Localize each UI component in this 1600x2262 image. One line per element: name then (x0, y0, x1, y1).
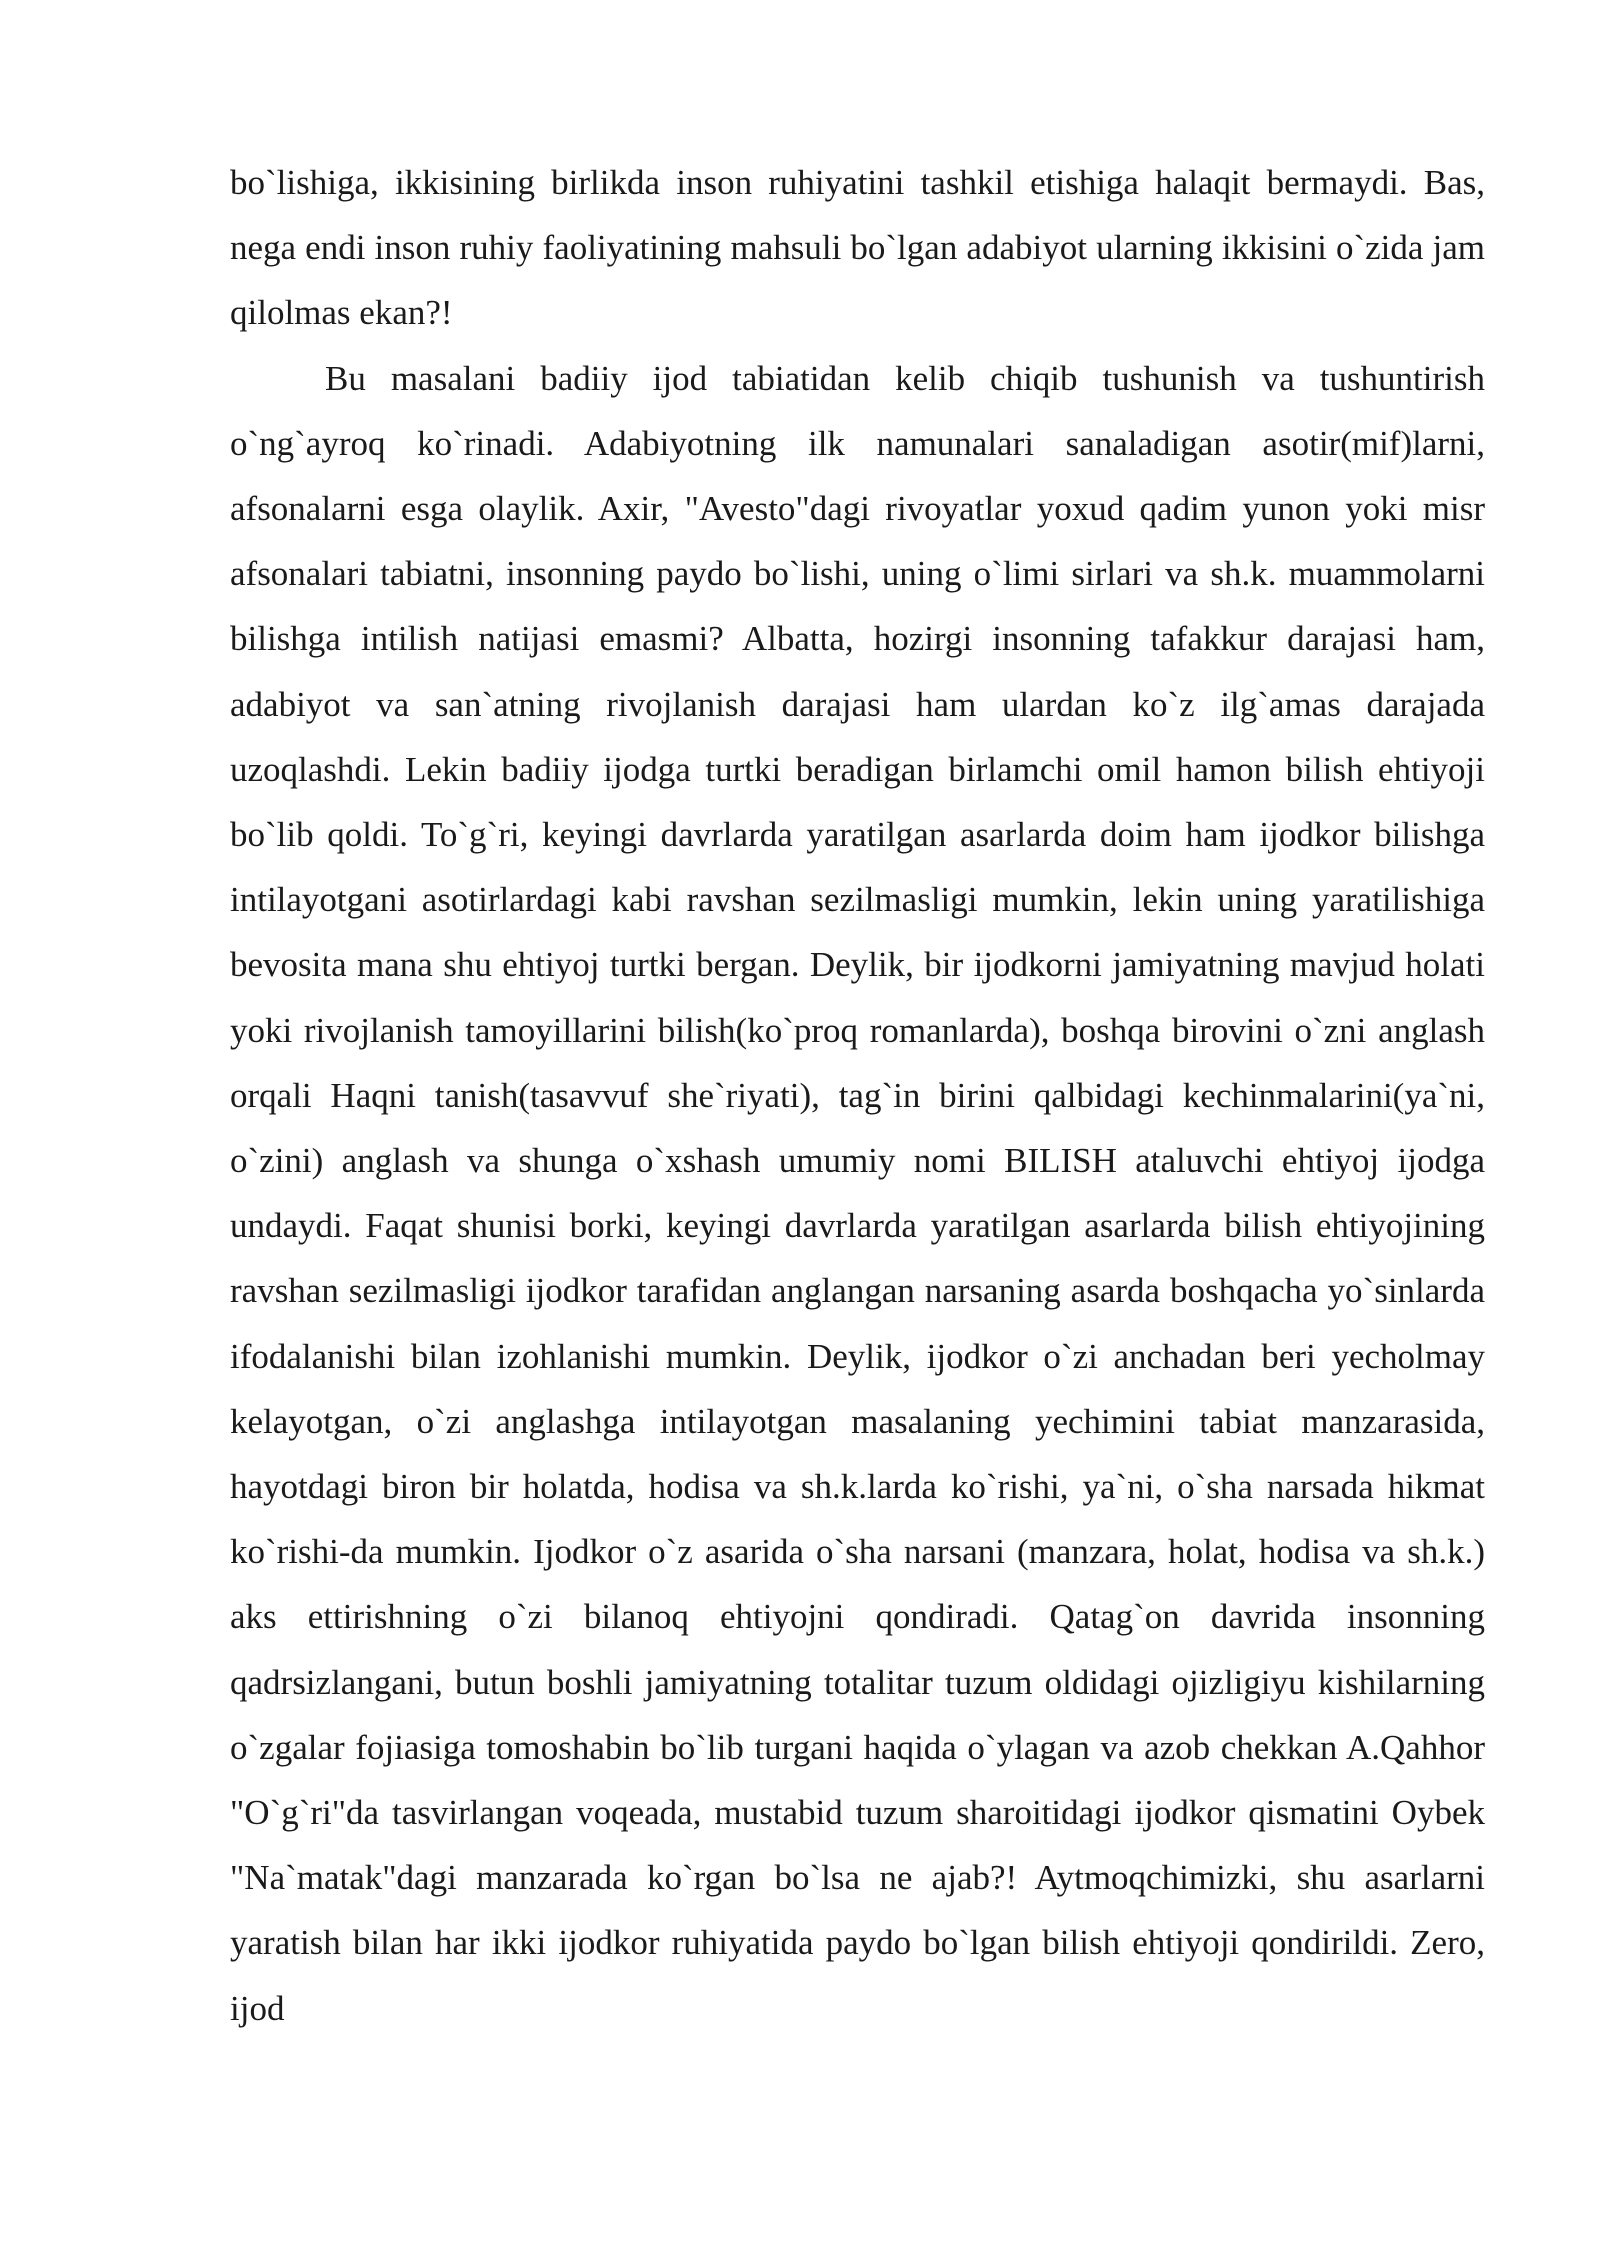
body-text (230, 150, 1485, 2041)
paragraph-1: bo`lishiga, ikkisining birlikda inson ruhiyatini tashkil etishiga halaqit bermaydi. Bas, nega endi inson ruhiy faoliyatining mahsuli bo`lgan adabiyot ularning ikkisini o`zida jam qilolmas ekan?! (230, 163, 1485, 333)
paragraph-2: Bu masalani badiiy ijod tabiatidan kelib chiqib tushunish va tushuntirish o`ng`ayroq ko`rinadi. Adabiyotning ilk namunalari sanaladigan asotir(mif)larni, afsonalarni esga olaylik. Axir, "Avesto"dagi rivoyatlar yoxud qadim yunon yoki misr afsonalari tabiatni, insonning paydo bo`lishi, uning o`limi sirlari va sh.k. muammolarni bilishga intilish natijasi emasmi? Albatta, hozirgi insonning tafakkur darajasi ham, adabiyot va san`atning rivojlanish darajasi ham ulardan ko`z ilg`amas darajada uzoqlashdi. Lekin badiiy ijodga turtki beradigan birlamchi omil hamon bilish ehtiyoji bo`lib qoldi. To`g`ri, keyingi davrlarda yaratilgan asarlarda doim ham ijodkor bilishga intilayotgani asotirlardagi kabi ravshan sezilmasligi mumkin, lekin uning yaratilishiga bevosita mana shu ehtiyoj turtki bergan. Deylik, bir ijodkorni jamiyatning mavjud holati yoki rivojlanish tamoyillarini bilish(ko`proq romanlarda), boshqa birovini o`zni anglash orqali Haqni tanish(tasavvuf she`riyati), tag`in birini qalbidagi kechinmalarini(ya`ni, o`zini) anglash va shunga o`xshash umumiy nomi BILISH ataluvchi ehtiyoj ijodga undaydi. Faqat shunisi borki, keyingi davrlarda yaratilgan asarlarda bilish ehtiyojining ravshan sezilmasligi ijodkor tarafidan anglangan narsaning asarda boshqacha yo`sinlarda ifodalanishi bilan izohlanishi mumkin. Deylik, ijodkor o`zi anchadan beri yecholmay kelayotgan, o`zi anglashga intilayotgan masalaning yechimini tabiat manzarasida, hayotdagi biron bir holatda, hodisa va sh.k.larda ko`rishi, ya`ni, o`sha narsada hikmat ko`rishi-da mumkin. Ijodkor o`z asarida o`sha narsani (manzara, holat, hodisa va sh.k.) aks ettirishning o`zi bilanoq ehtiyojni qondiradi. Qatag`on davrida insonning qadrsizlangani, butun boshli jamiyatning totalitar tuzum oldidagi ojizligiyu kishilarning o`zgalar fojiasiga tomoshabin bo`lib turgani haqida o`ylagan va azob chekkan A.Qahhor "O`g`ri"da tasvirlangan voqeada, mustabid tuzum sharoitidagi ijodkor qismatini Oybek "Na`matak"dagi manzarada ko`rgan bo`lsa ne ajab?! Aytmoqchimizki, shu asarlarni yaratish bilan har ikki ijodkor ruhiyatida paydo bo`lgan bilish ehtiyoji qondirildi. Zero, ijod (230, 358, 1485, 2028)
